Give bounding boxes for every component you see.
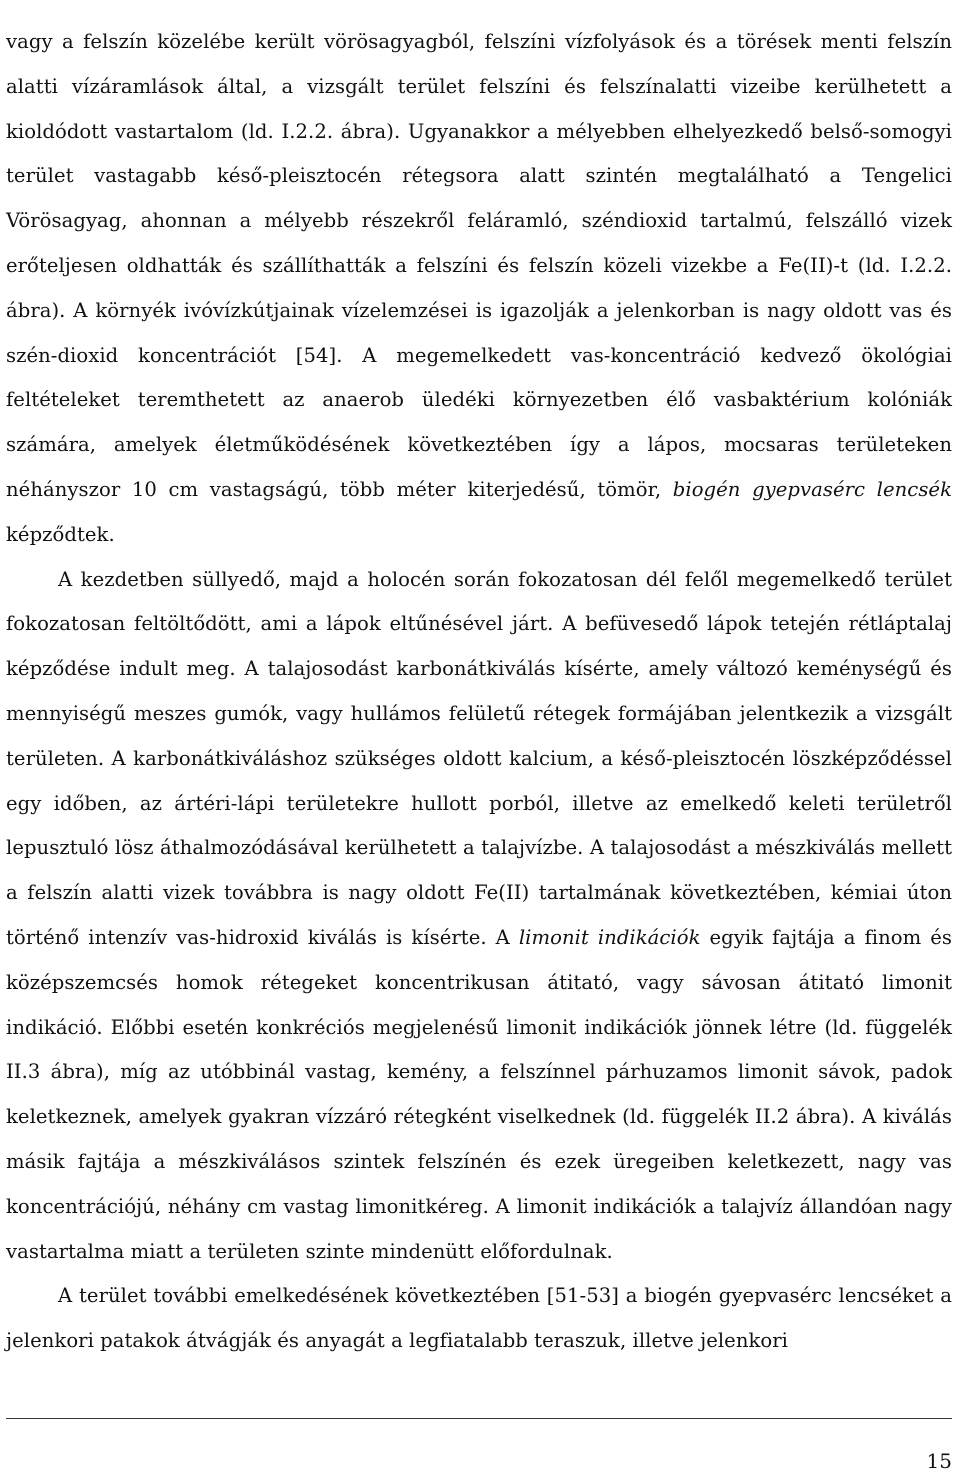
page-number: 15 bbox=[926, 1449, 952, 1473]
paragraph bbox=[6, 558, 952, 1275]
italic-term: biogén gyepvasérc lencsék bbox=[672, 477, 953, 501]
italic-term: limonit indikációk bbox=[518, 925, 701, 949]
paragraph bbox=[6, 1274, 952, 1364]
text-run: egyik fajtája a finom és középszemcsés homok rétegeket koncentrikusan átitató, vagy sávosan átitató limonit indikáció. Előbbi esetén konkréciós megjelenésű limonit indikációk jönnek létre (ld. függelék II.3 ábra), míg az utóbbinál vastag, kemény, a felszínnel párhuzamos limonit sávok, padok keletkeznek, amelyek gyakran vízzáró rétegként viselkednek (ld. függelék II.2 ábra). A kiválás másik fajtája a mészkiválásos szintek felszínén és ezek üregeiben keletkezett, nagy vas koncentrációjú, néhány cm vastag limonitkéreg. A limonit indikációk a talajvíz állandóan nagy vastartalma miatt a területen szinte mindenütt előfordulnak. bbox=[6, 925, 952, 1263]
text-run: A kezdetben süllyedő, majd a holocén során fokozatosan dél felől megemelkedő terület fokozatosan feltöltődött, ami a lápok eltűnésével járt. A befüvesedő lápok tetején rétláptalaj képződése indult meg. A talajosodást karbonátkiválás kísérte, amely változó keménységű és mennyiségű meszes gumók, vagy hullámos felületű rétegek formájában jelentkezik a vizsgált területen. A karbonátkiváláshoz szükséges oldott kalcium, a késő-pleisztocén löszképződéssel egy időben, az ártéri-lápi területekre hullott porból, illetve az emelkedő keleti területről lepusztuló lösz áthalmozódásával kerülhetett a talajvízbe. A talajosodást a mészkiválás mellett a felszín alatti vizek továbbra is nagy oldott Fe(II) tartalmának következtében, kémiai úton történő intenzív vas-hidroxid kiválás is kísérte. A bbox=[6, 567, 952, 949]
footer-divider bbox=[6, 1418, 952, 1419]
text-run: képződtek. bbox=[6, 522, 115, 546]
paragraph bbox=[6, 20, 952, 558]
text-run: A terület további emelkedésének következtében [51-53] a biogén gyepvasérc lencséket a jelenkori patakok átvágják és anyagát a legfiatalabb teraszuk, illetve jelenkori bbox=[6, 1284, 952, 1353]
body-text bbox=[6, 20, 952, 1364]
text-run: vagy a felszín közelébe került vörösagyagból, felszíni vízfolyások és a törések menti felszín alatti vízáramlások által, a vizsgált terület felszíni és felszínalatti vizeibe kerülhetett a kioldódott vastartalom (ld. I.2.2. ábra). Ugyanakkor a mélyebben elhelyezkedő belső-somogyi terület vastagabb késő-pleisztocén rétegsora alatt szintén megtalálható a Tengelici Vörösagyag, ahonnan a mélyebb részekről feláramló, széndioxid tartalmú, felszálló vizek erőteljesen oldhatták és szállíthatták a felszíni és felszín közeli vizekbe a Fe(II)-t (ld. I.2.2. ábra). A környék ivóvízkútjainak vízelemzései is igazolják a jelenkorban is nagy oldott vas és szén-dioxid koncentrációt [54]. A megemelkedett vas-koncentráció kedvező ökológiai feltételeket teremthetett az anaerob üledéki környezetben élő vasbaktérium kolóniák számára, amelyek életműködésének következtében így a lápos, mocsaras területeken néhányszor 10 cm vastagságú, több méter kiterjedésű, tömör, bbox=[6, 30, 952, 501]
